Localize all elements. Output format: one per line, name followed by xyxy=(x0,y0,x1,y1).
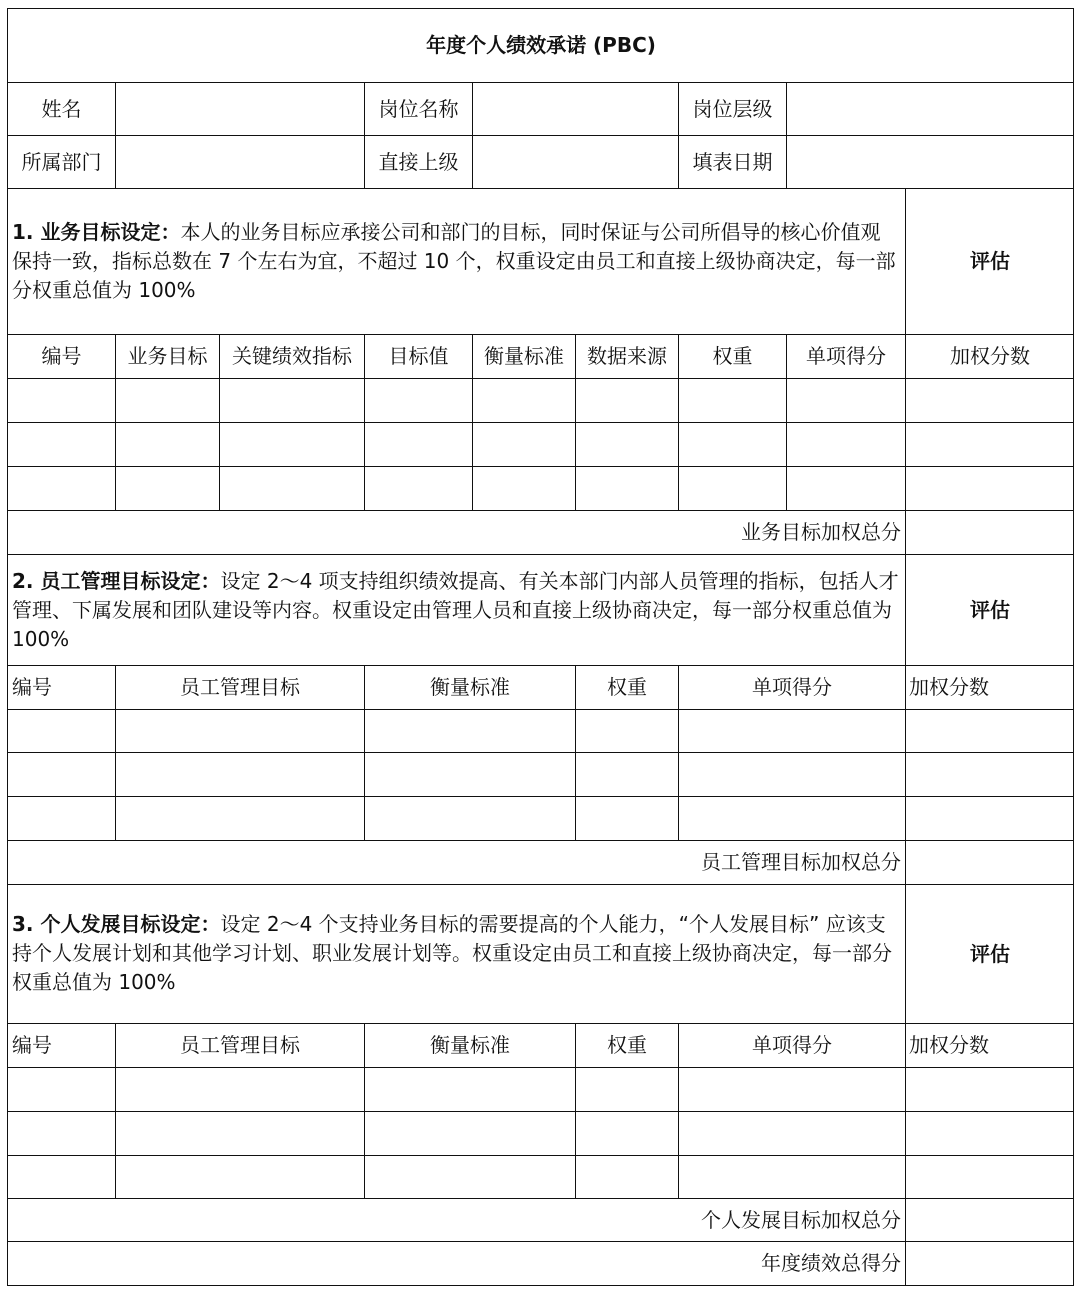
table-cell[interactable] xyxy=(364,466,472,510)
table-cell[interactable] xyxy=(786,378,905,422)
s3-col-item-score: 单项得分 xyxy=(678,1023,905,1067)
s3-col-weighted-score: 加权分数 xyxy=(905,1023,1074,1067)
section1-total-field[interactable] xyxy=(905,510,1074,554)
table-cell[interactable] xyxy=(7,1111,115,1155)
table-cell[interactable] xyxy=(905,1067,1074,1111)
table-cell[interactable] xyxy=(678,796,905,840)
table-cell[interactable] xyxy=(678,378,786,422)
s2-col-item-score: 单项得分 xyxy=(678,665,905,709)
section2-total-field[interactable] xyxy=(905,840,1074,884)
s1-col-standard: 衡量标准 xyxy=(472,334,575,378)
position-label: 岗位名称 xyxy=(364,82,472,135)
section2-total-label: 员工管理目标加权总分 xyxy=(7,840,905,884)
table-cell[interactable] xyxy=(472,466,575,510)
section1-total-label: 业务目标加权总分 xyxy=(7,510,905,554)
section3-total-label: 个人发展目标加权总分 xyxy=(7,1198,905,1241)
table-cell[interactable] xyxy=(364,1155,575,1198)
table-bottom-border xyxy=(7,1285,1074,1286)
table-cell[interactable] xyxy=(364,1111,575,1155)
table-cell[interactable] xyxy=(7,1155,115,1198)
s1-col-source: 数据来源 xyxy=(575,334,678,378)
table-cell[interactable] xyxy=(575,1111,678,1155)
table-cell[interactable] xyxy=(575,752,678,796)
table-cell[interactable] xyxy=(364,752,575,796)
table-cell[interactable] xyxy=(115,796,364,840)
table-cell[interactable] xyxy=(575,709,678,752)
table-cell[interactable] xyxy=(219,466,364,510)
table-cell[interactable] xyxy=(115,422,219,466)
table-cell[interactable] xyxy=(7,422,115,466)
s1-col-weighted-score: 加权分数 xyxy=(905,334,1074,378)
table-cell[interactable] xyxy=(7,709,115,752)
table-cell[interactable] xyxy=(905,709,1074,752)
final-total-field[interactable] xyxy=(905,1241,1074,1285)
table-cell[interactable] xyxy=(786,466,905,510)
s3-col-mgmt-goal: 员工管理目标 xyxy=(115,1023,364,1067)
section3-total-field[interactable] xyxy=(905,1198,1074,1241)
s2-col-weight: 权重 xyxy=(575,665,678,709)
table-cell[interactable] xyxy=(905,1155,1074,1198)
section1-heading: 1. 业务目标设定： xyxy=(12,220,181,244)
section1-body: 本人的业务目标应承接公司和部门的目标，同时保证与公司所倡导的核心价值观保持一致，指标总数在 7 个左右为宜，不超过 10 个，权重设定由员工和直接上级协商决定，每一部分权重总值为 100% xyxy=(12,220,896,302)
table-cell[interactable] xyxy=(472,378,575,422)
section2-body: 设定 2～4 项支持组织绩效提高、有关本部门内部人员管理的指标，包括人才管理、下属发展和团队建设等内容。权重设定由管理人员和直接上级协商决定，每一部分权重总值为 100% xyxy=(12,569,899,651)
department-label: 所属部门 xyxy=(7,135,115,188)
table-cell[interactable] xyxy=(219,378,364,422)
s1-col-id: 编号 xyxy=(7,334,115,378)
s3-col-standard: 衡量标准 xyxy=(364,1023,575,1067)
s1-col-kpi: 关键绩效指标 xyxy=(219,334,364,378)
table-cell[interactable] xyxy=(7,796,115,840)
section2-eval-header: 评估 xyxy=(905,554,1074,665)
table-cell[interactable] xyxy=(575,378,678,422)
s2-col-standard: 衡量标准 xyxy=(364,665,575,709)
table-cell[interactable] xyxy=(115,1067,364,1111)
table-cell[interactable] xyxy=(678,752,905,796)
table-cell[interactable] xyxy=(575,1067,678,1111)
table-cell[interactable] xyxy=(905,422,1074,466)
table-cell[interactable] xyxy=(364,796,575,840)
table-cell[interactable] xyxy=(7,1067,115,1111)
final-total-label: 年度绩效总得分 xyxy=(7,1241,905,1285)
table-cell[interactable] xyxy=(905,1111,1074,1155)
table-cell[interactable] xyxy=(575,796,678,840)
table-cell[interactable] xyxy=(575,1155,678,1198)
table-cell[interactable] xyxy=(115,378,219,422)
section3-heading: 3. 个人发展目标设定： xyxy=(12,912,221,936)
section2-description xyxy=(7,554,905,665)
level-field[interactable] xyxy=(786,82,1074,135)
section2-heading: 2. 员工管理目标设定： xyxy=(12,569,221,593)
table-cell[interactable] xyxy=(678,1155,905,1198)
date-label: 填表日期 xyxy=(678,135,786,188)
s1-col-business-goal: 业务目标 xyxy=(115,334,219,378)
table-cell[interactable] xyxy=(115,466,219,510)
table-cell[interactable] xyxy=(575,466,678,510)
supervisor-field[interactable] xyxy=(472,135,678,188)
table-cell[interactable] xyxy=(472,422,575,466)
s2-col-weighted-score: 加权分数 xyxy=(905,665,1074,709)
s2-col-id: 编号 xyxy=(7,665,115,709)
s3-col-id: 编号 xyxy=(7,1023,115,1067)
table-cell[interactable] xyxy=(7,466,115,510)
table-cell[interactable] xyxy=(7,752,115,796)
table-cell[interactable] xyxy=(786,422,905,466)
table-cell[interactable] xyxy=(905,752,1074,796)
table-cell[interactable] xyxy=(364,422,472,466)
s1-col-weight: 权重 xyxy=(678,334,786,378)
table-cell[interactable] xyxy=(115,1155,364,1198)
table-cell[interactable] xyxy=(364,378,472,422)
table-cell[interactable] xyxy=(364,1067,575,1111)
section1-description xyxy=(7,188,905,334)
table-cell[interactable] xyxy=(678,709,905,752)
table-cell[interactable] xyxy=(575,422,678,466)
table-cell[interactable] xyxy=(678,466,786,510)
s3-col-weight: 权重 xyxy=(575,1023,678,1067)
table-cell[interactable] xyxy=(905,378,1074,422)
date-field[interactable] xyxy=(786,135,1074,188)
table-cell[interactable] xyxy=(364,709,575,752)
section3-description xyxy=(7,884,905,1023)
level-label: 岗位层级 xyxy=(678,82,786,135)
table-cell[interactable] xyxy=(7,378,115,422)
table-cell[interactable] xyxy=(678,422,786,466)
name-field[interactable] xyxy=(115,82,364,135)
table-cell[interactable] xyxy=(115,709,364,752)
s1-col-item-score: 单项得分 xyxy=(786,334,905,378)
section1-eval-header: 评估 xyxy=(905,188,1074,334)
table-cell[interactable] xyxy=(905,466,1074,510)
position-field[interactable] xyxy=(472,82,678,135)
table-cell[interactable] xyxy=(115,752,364,796)
name-label: 姓名 xyxy=(7,82,115,135)
table-cell[interactable] xyxy=(219,422,364,466)
section3-eval-header: 评估 xyxy=(905,884,1074,1023)
s2-col-mgmt-goal: 员工管理目标 xyxy=(115,665,364,709)
table-cell[interactable] xyxy=(115,1111,364,1155)
supervisor-label: 直接上级 xyxy=(364,135,472,188)
table-cell[interactable] xyxy=(678,1111,905,1155)
table-right-border xyxy=(1073,8,1074,1285)
department-field[interactable] xyxy=(115,135,364,188)
s1-col-target: 目标值 xyxy=(364,334,472,378)
section3-body: 设定 2～4 个支持业务目标的需要提高的个人能力，“个人发展目标” 应该支持个人发展计划和其他学习计划、职业发展计划等。权重设定由员工和直接上级协商决定，每一部分权重总值为 100% xyxy=(12,912,892,994)
table-cell[interactable] xyxy=(905,796,1074,840)
page-title: 年度个人绩效承诺 (PBC) xyxy=(7,8,1074,82)
table-cell[interactable] xyxy=(678,1067,905,1111)
